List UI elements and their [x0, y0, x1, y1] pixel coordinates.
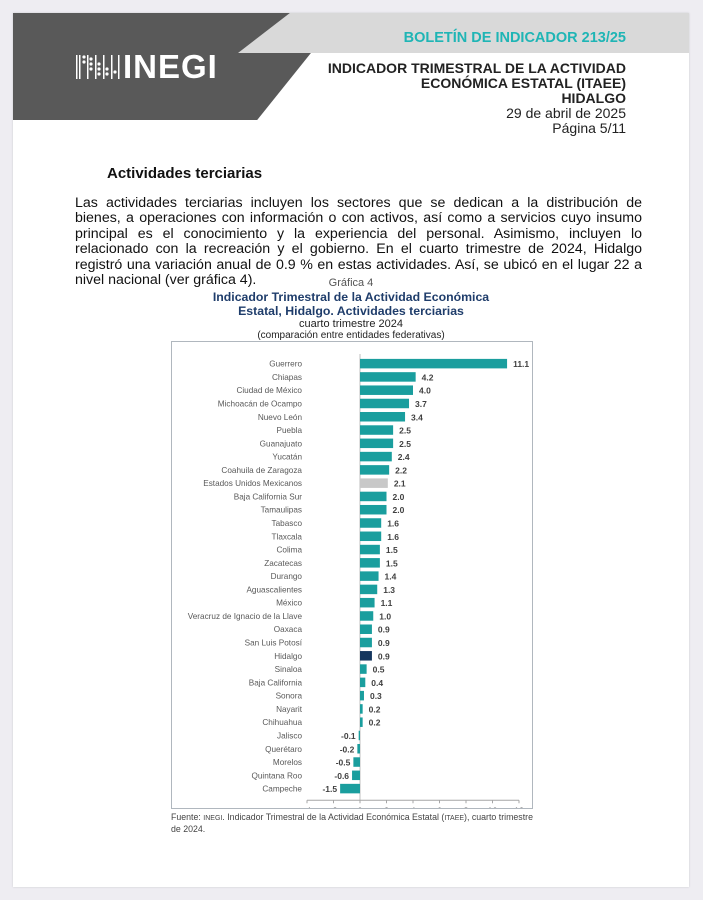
header-title-line2: ECONÓMICA ESTATAL (ITAEE) [420, 75, 626, 91]
bar-hidalgo [360, 651, 372, 661]
bar-tlaxcala [360, 532, 381, 542]
x-tick-label [384, 806, 389, 808]
value-label: 3.4 [411, 412, 423, 423]
bar-quintana-roo [352, 771, 360, 781]
bar-yucat-n [360, 452, 392, 462]
x-tick-label [487, 806, 497, 808]
bar-veracruz-de-ignacio-de-la-llave [360, 611, 373, 621]
figure-title-line1: Indicador Trimestral de la Actividad Económica [212, 290, 490, 304]
bar-sinaloa [360, 664, 367, 674]
value-label: 1.6 [387, 518, 400, 529]
value-label: 0.9 [377, 624, 390, 635]
category-label: Estados Unidos Mexicanos [203, 479, 302, 489]
bar-m-xico [360, 598, 375, 608]
category-label: Tabasco [271, 519, 302, 528]
value-label: 0.2 [368, 704, 381, 715]
value-label: 1.4 [384, 571, 397, 582]
value-label: 1.0 [379, 611, 392, 622]
value-label: 1.5 [385, 545, 398, 556]
bar-quer-taro [357, 744, 360, 754]
value-label: 1.6 [387, 531, 400, 542]
figure-subtitle-2: (comparación entre entidades federativas) [257, 330, 445, 341]
category-label: Hidalgo [274, 651, 302, 661]
value-label: 2.4 [397, 452, 410, 463]
category-label: San Luis Potosí [244, 638, 302, 648]
x-tick-label [463, 806, 468, 808]
value-label: 2.0 [392, 491, 405, 502]
bar-nayarit [360, 704, 363, 714]
source-prefix: Fuente: [171, 812, 204, 822]
value-label: 2.0 [392, 505, 405, 516]
category-label: Querétaro [265, 744, 302, 754]
bar-durango [360, 571, 379, 581]
bar-guanajuato [360, 439, 393, 449]
bar-sonora [360, 691, 364, 701]
category-label: Michoacán de Ocampo [217, 399, 302, 409]
figure-subtitle: cuarto trimestre 2024 [299, 318, 403, 330]
figure-label: Gráfica 4 [328, 277, 374, 289]
category-label: Puebla [276, 426, 302, 436]
bar-tabasco [360, 518, 381, 528]
value-label: 4.0 [419, 385, 431, 396]
bar-chart [172, 342, 532, 808]
category-label: Baja California [248, 678, 302, 688]
category-label: Oaxaca [273, 625, 302, 635]
value-label: 1.1 [380, 598, 393, 609]
header-title-line1: INDICADOR TRIMESTRAL DE LA ACTIVIDAD [327, 60, 626, 76]
category-label: Durango [270, 572, 302, 582]
bar-colima [360, 545, 380, 555]
value-label: 11.1 [513, 359, 530, 370]
category-label: Guerrero [269, 359, 302, 369]
source-abbr: ITAEE [444, 815, 465, 822]
value-label: 0.3 [369, 691, 382, 702]
source-mid: . Indicador Trimestral de la Actividad Económica Estatal ( [222, 812, 445, 822]
figure-title-line2: Estatal, Hidalgo. Actividades terciarias [238, 304, 464, 318]
category-label: Guanajuato [259, 439, 302, 449]
bar-puebla [360, 425, 393, 435]
x-tick-label [437, 806, 442, 808]
header-page-number: Página 5/11 [552, 120, 626, 136]
bar-baja-california [360, 678, 365, 688]
category-label: Yucatán [272, 452, 302, 462]
x-tick-label [303, 806, 311, 808]
value-label: -0.5 [335, 757, 351, 768]
inegi-logo-icon [76, 53, 120, 81]
section-paragraph: Las actividades terciarias incluyen los sectores que se dedican a la distribución de bienes, a operaciones con información o con activos, así como a servicios cuyo insumo principal es el conocimiento y la experiencia del personal. Asimismo, incluyen lo relacionado con la recreación y el gobierno. En el cuarto trimestre de 2024, Hidalgo registró una variación anual de 0.9 % en estas actividades. Así, se ubicó en el lugar 22 a nivel nacional (ver gráfica 4). [75, 195, 642, 289]
category-label: Sonora [275, 691, 302, 701]
source-org: INEGI [203, 815, 223, 822]
value-label: 4.2 [421, 372, 434, 383]
category-label: Chihuahua [262, 718, 302, 728]
value-label: 3.7 [415, 398, 427, 409]
bar-oaxaca [360, 624, 372, 634]
logo-text: INEGI [123, 48, 218, 85]
value-label: -0.6 [334, 770, 350, 781]
figure-title [13, 290, 689, 318]
document-page [13, 13, 689, 887]
bar-chiapas [360, 372, 416, 381]
category-label: Tamaulipas [260, 505, 302, 515]
x-tick-label [410, 806, 415, 808]
bar-nuevo-le-n [360, 412, 405, 422]
category-label: Chiapas [271, 372, 302, 382]
x-tick-label [514, 806, 524, 808]
bar-campeche [340, 784, 360, 794]
value-label: 1.5 [385, 558, 398, 569]
header-info [328, 61, 626, 136]
figure-source [171, 812, 541, 835]
bar-guerrero [360, 359, 507, 369]
value-label: 0.9 [377, 638, 390, 649]
category-label: México [276, 598, 302, 608]
value-label: 0.2 [368, 717, 381, 728]
category-label: Sinaloa [274, 665, 302, 675]
category-label: Aguascalientes [246, 585, 302, 595]
value-label: 2.5 [399, 425, 411, 436]
value-label: 2.2 [395, 465, 407, 476]
value-label: 2.1 [393, 478, 406, 489]
bulletin-number: BOLETÍN DE INDICADOR 213/25 [403, 30, 626, 46]
value-label: -1.5 [322, 784, 338, 795]
bar-chihuahua [360, 717, 363, 727]
category-label: Jalisco [276, 731, 302, 741]
section-title: Actividades terciarias [107, 165, 263, 182]
category-label: Colima [276, 545, 302, 555]
bar-jalisco [359, 731, 360, 741]
category-label: Nayarit [276, 704, 302, 714]
category-label: Morelos [272, 758, 302, 768]
source-end: ), cuarto trimestre de 2024. [171, 812, 533, 834]
value-label: 2.5 [399, 438, 411, 449]
inegi-logo [76, 48, 218, 85]
bar-morelos [353, 757, 360, 767]
bar-zacatecas [360, 558, 380, 568]
header-date: 29 de abril de 2025 [506, 105, 626, 121]
bar-baja-california-sur [360, 492, 387, 502]
category-label: Veracruz de Ignacio de la Llave [187, 611, 302, 621]
bar-michoac-n-de-ocampo [360, 399, 409, 408]
category-label: Quintana Roo [251, 771, 302, 781]
header-state: HIDALGO [561, 90, 626, 106]
value-label: -0.2 [339, 744, 355, 755]
category-label: Ciudad de México [236, 386, 302, 396]
bar-san-luis-potos- [360, 638, 372, 648]
category-label: Baja California Sur [233, 492, 302, 502]
category-label: Coahuila de Zaragoza [221, 465, 302, 475]
value-label: 0.5 [372, 664, 385, 675]
bar-ciudad-de-m-xico [360, 385, 413, 395]
bar-estados-unidos-mexicanos [360, 478, 388, 488]
x-tick-label [329, 806, 337, 808]
chart-frame [171, 341, 533, 809]
bar-tamaulipas [360, 505, 387, 514]
category-label: Zacatecas [264, 558, 302, 568]
value-label: -0.1 [341, 730, 356, 741]
value-label: 1.3 [383, 584, 396, 595]
x-tick-label [357, 806, 362, 808]
category-label: Tlaxcala [271, 532, 302, 542]
value-label: 0.9 [377, 651, 390, 662]
category-label: Campeche [262, 784, 302, 794]
category-label: Nuevo León [257, 412, 302, 422]
value-label: 0.4 [371, 677, 384, 688]
bar-coahuila-de-zaragoza [360, 465, 389, 475]
bar-aguascalientes [360, 585, 377, 595]
